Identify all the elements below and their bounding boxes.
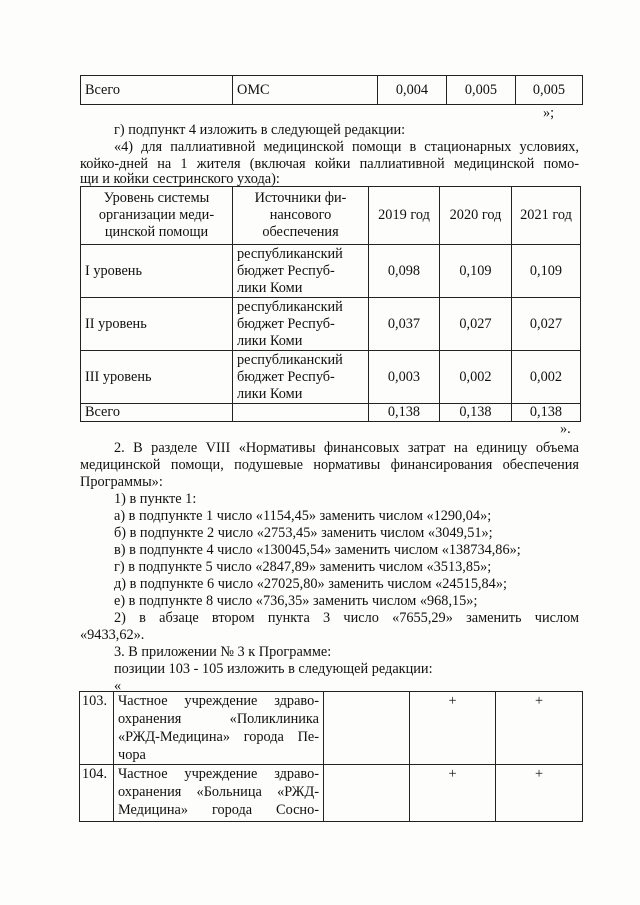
total-2020: 0,138 (440, 404, 512, 422)
section3-line2: позиции 103 - 105 изложить в следующей редакции: (114, 661, 433, 677)
name-line: охранения «Больница «РЖД- (118, 784, 319, 800)
source-line: республиканский (237, 298, 343, 315)
header-2019: 2019 год (369, 187, 440, 245)
table-row (80, 692, 583, 765)
header-source (233, 187, 369, 245)
header-source-line: Источники фи- (254, 190, 347, 206)
row-level: III уровень (81, 351, 233, 404)
section2-sub-v: в) в подпункте 4 число «130045,54» заменить числом «138734,86»; (114, 542, 521, 558)
row-level: II уровень (81, 298, 233, 351)
value-2021: 0,002 (512, 351, 581, 404)
paragraph-4-line3: щи и койки сестринского ухода): (80, 171, 280, 187)
name-line: охранения «Поликлиника (118, 711, 319, 727)
source-line: республиканский (237, 245, 343, 262)
value-2019: 0,037 (369, 298, 440, 351)
value-2019: 0,004 (378, 76, 447, 105)
closing-mark: »; (543, 105, 555, 121)
header-source-line: нансового (269, 207, 332, 223)
position-col3 (324, 765, 410, 822)
position-col4: + (410, 765, 496, 822)
header-2021: 2021 год (512, 187, 581, 245)
table-row (81, 245, 581, 298)
name-line: «РЖД-Медицина» города Пе- (118, 729, 319, 745)
header-level-line: Уровень системы (103, 190, 210, 206)
row-level: I уровень (81, 245, 233, 298)
total-2019: 0,138 (369, 404, 440, 422)
table-row (81, 351, 581, 404)
closing-mark: ». (560, 421, 571, 437)
section2-line3: Программы»: (80, 474, 163, 490)
position-name (114, 765, 324, 822)
header-level-line: цинской помощи (104, 224, 209, 240)
source-line: бюджет Респуб- (237, 315, 335, 332)
value-2020: 0,002 (440, 351, 512, 404)
row-source (233, 351, 369, 404)
table-row (81, 76, 583, 105)
table-total-row (81, 404, 581, 422)
position-col5: + (496, 765, 583, 822)
table-row (80, 765, 583, 822)
section2-sub-a: а) в подпункте 1 число «1154,45» заменить числом «1290,04»; (114, 508, 492, 524)
name-line: чора (118, 747, 146, 763)
value-2019: 0,003 (369, 351, 440, 404)
header-level (81, 187, 233, 245)
section2-sub-d: д) в подпункте 6 число «27025,80» заменить числом «24515,84»; (114, 576, 507, 592)
position-number: 104. (80, 765, 114, 822)
section2-item2-line1: 2) в абзаце втором пункта 3 число «7655,29» заменить числом (114, 610, 579, 626)
source-line: лики Коми (237, 385, 303, 402)
position-col4: + (410, 692, 496, 765)
value-2020: 0,027 (440, 298, 512, 351)
section2-sub-g: г) в подпункте 5 число «2847,89» заменить числом «3513,85»; (114, 559, 492, 575)
table-positions (79, 691, 583, 822)
section3-line1: 3. В приложении № 3 к Программе: (114, 644, 332, 660)
paragraph-g: г) подпункт 4 изложить в следующей редакции: (114, 122, 406, 138)
section2-sub-b: б) в подпункте 2 число «2753,45» заменить числом «3049,51»; (114, 525, 493, 541)
table-row (81, 298, 581, 351)
position-col5: + (496, 692, 583, 765)
source-line: республиканский (237, 351, 343, 368)
source-line: бюджет Респуб- (237, 368, 335, 385)
total-label: Всего (81, 404, 233, 422)
source-line: лики Коми (237, 332, 303, 349)
header-2020: 2020 год (440, 187, 512, 245)
position-number: 103. (80, 692, 114, 765)
source-line: бюджет Респуб- (237, 262, 335, 279)
paragraph-4-line1: «4) для паллиативной медицинской помощи в стационарных условиях, (114, 139, 579, 155)
value-2019: 0,098 (369, 245, 440, 298)
section2-sub-e: е) в подпункте 8 число «736,35» заменить числом «968,15»; (114, 593, 478, 609)
value-2020: 0,109 (440, 245, 512, 298)
value-2021: 0,109 (512, 245, 581, 298)
value-2021: 0,005 (516, 76, 583, 105)
row-source: ОМС (233, 76, 378, 105)
value-2020: 0,005 (447, 76, 516, 105)
value-2021: 0,027 (512, 298, 581, 351)
total-source (233, 404, 369, 422)
section2-item1: 1) в пункте 1: (114, 491, 197, 507)
position-col3 (324, 692, 410, 765)
section2-line2: медицинской помощи, подушевые нормативы финансирования обеспечения (80, 457, 579, 473)
name-line: Частное учреждение здраво- (118, 766, 319, 782)
open-quote: « (114, 678, 122, 694)
position-name (114, 692, 324, 765)
section2-item2-line2: «9433,62». (80, 627, 145, 643)
table-header-row (81, 187, 581, 245)
name-line: Медицина» города Сосно- (118, 802, 319, 818)
row-source (233, 298, 369, 351)
row-source (233, 245, 369, 298)
section2-line1: 2. В разделе VIII «Нормативы финансовых затрат на единицу объема (114, 440, 579, 456)
total-2021: 0,138 (512, 404, 581, 422)
source-line: лики Коми (237, 279, 303, 296)
header-source-line: обеспечения (262, 224, 339, 240)
header-level-line: организации меди- (98, 207, 215, 223)
paragraph-4-line2: койко-дней на 1 жителя (включая койки паллиативной медицинской помо- (80, 156, 579, 172)
row-label: Всего (81, 76, 233, 105)
table-palliative (80, 186, 581, 422)
name-line: Частное учреждение здраво- (118, 693, 319, 709)
table-top-total (80, 75, 583, 105)
